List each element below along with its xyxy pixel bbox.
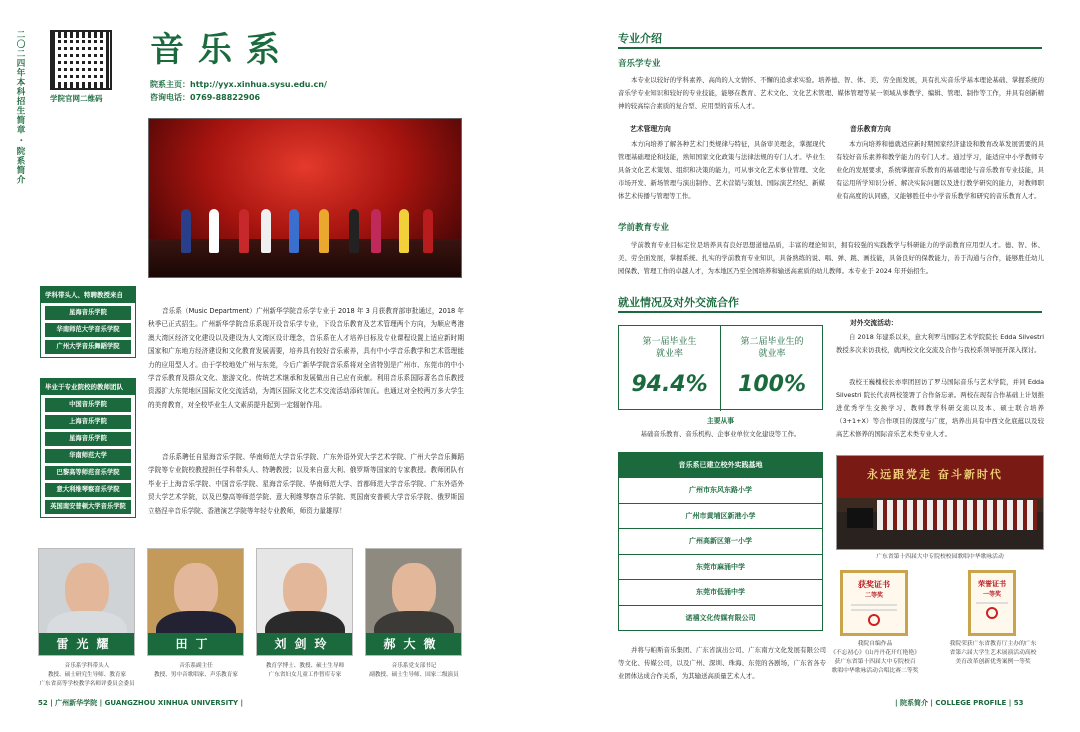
faculty-name: 田丁 xyxy=(148,633,243,655)
exchange-paragraph-1: 自 2018 年建系以来，意大利罗马国际艺术学院院长 Edda Silvestri 教授多次来访我校，就两校文化交流及合作与我校系领导展开深入探讨。 xyxy=(836,333,1044,354)
list-item: 意大利维琴察音乐学院 xyxy=(45,483,131,497)
lead-professors-header: 学科带头人、特聘教授来自 xyxy=(41,287,135,303)
spine-text: 二〇二四年本科招生简章 · 院系简介 xyxy=(15,30,25,185)
contact-info xyxy=(150,78,327,104)
faculty-name: 刘剑玲 xyxy=(257,633,352,655)
section-title-employment: 就业情况及对外交流合作 xyxy=(618,294,1042,313)
stage-performance-photo xyxy=(148,118,462,278)
exchange-title: 对外交流活动： xyxy=(850,319,898,327)
table-row: 诺禧文化传媒有限公司 xyxy=(619,605,822,631)
faculty-caption: 教育学博士、教授、硕士生导师 广东省妇女儿童工作智库专家 xyxy=(265,663,345,678)
cert-title: 荣誉证书 xyxy=(978,580,1006,588)
award-certificate-2 xyxy=(968,570,1016,636)
cert-text: 一等奖 xyxy=(982,590,1001,598)
practice-base-header: 音乐系已建立校外实践基地 xyxy=(619,453,822,477)
table-row: 东莞市麻涌中学 xyxy=(619,554,822,580)
faculty-name: 雷光耀 xyxy=(39,633,134,655)
major-text: 本专业以较好的学科素养、高尚的人文情怀、不懈的追求求实验。培养德、智、体、美、劳全面发展，具有扎实音乐学基本理论基础、掌握系统的音乐学专业知识和较好的专业技能，能够在教育、艺术文化、文化艺术管理、媒体管理等某一领域从事教学、编辑、管理、制作等工作，并具有创新精神的较高综合素质的复合型、应用型的音乐人才。 xyxy=(618,76,1044,110)
list-item: 广州大学音乐舞蹈学院 xyxy=(45,340,131,354)
stat-value: 94.4% xyxy=(631,372,708,397)
qr-caption: 学院官网二维码 xyxy=(50,94,103,103)
choir-photo xyxy=(836,455,1044,550)
faculty-caption: 音乐系学科带头人 教授、硕士研究生导师、教育家 广东省高等学校教学名师评委员会委员 xyxy=(39,663,135,687)
faculty-caption: 音乐系党支部书记 副教授、硕士生导师、国家二级演员 xyxy=(369,663,459,678)
table-row: 东莞市低涌中学 xyxy=(619,579,822,605)
stat-second-class xyxy=(721,326,823,411)
homepage-link[interactable]: 院系主页：http://yyx.xinhua.sysu.edu.cn/ xyxy=(150,80,327,89)
award-certificate-1 xyxy=(840,570,908,636)
section-title-majors: 专业介绍 xyxy=(618,30,1042,49)
list-item: 上海音乐学院 xyxy=(45,415,131,429)
list-item: 华南师范大学 xyxy=(45,449,131,463)
faculty-name: 郝大微 xyxy=(366,633,461,655)
major-title: 音乐学专业 xyxy=(618,59,661,69)
art-management-text: 本方向培养了解各种艺术门类规律与特征，具备审美理念，掌握现代管理基础理论和技能，熟知国家文化政策与法律法规的专门人才。毕业生具备文化艺术策划、组织和决策的能力，可从事文化艺术事业管理、文化市场开发、新场管理与演出制作、艺术营销与策划、国际演艺经纪、新媒体艺术传播与管理等工作。 xyxy=(618,140,825,200)
preschool-title: 学前教育专业 xyxy=(618,223,670,233)
faculty-photo-2 xyxy=(147,548,244,656)
lead-professors-box xyxy=(40,286,136,358)
stat-first-class xyxy=(619,326,721,411)
table-row: 广州市东风东路小学 xyxy=(619,477,822,503)
exchange-paragraph-2: 我校王巍槐校长亦率团回访了罗马国际音乐与艺术学院，并同 Edda Silvestri 院长代表两校签署了合作备忘录。两校在现有合作基础上计划推进优秀学生交换学习、教师教学科研交流以及本、硕士联合培养（3+1+X）等合作项目的深度与广度，培养出具有中西文化底蕴以及较高艺术修养的国际音乐艺术类专业人才。 xyxy=(836,378,1044,438)
teacher-team-box xyxy=(40,378,136,518)
cert-caption-2: 我院荣获广东省教育厅主办的广东 省第六届大学生艺术展演活动高校 美育改革创新优秀案例一等奖 xyxy=(949,641,1037,665)
intro-paragraph-2: 音乐系聘任自星海音乐学院、华南师范大学音乐学院、广东外语外贸大学艺术学院、广州大学音乐舞蹈学院等专业院校教授担任学科带头人、特聘教授；以及来自意大利、俄罗斯等国家的专家教授。教师团队有毕业于上海音乐学院、中国音乐学院、星海音乐学院、华南师范大学、首都师范大学音乐学院、广东外语外贸大学艺术学院，以及巴黎高等师范学院、意大利维琴察音乐学院、英国南安普顿大学音乐学院、俄罗斯国立格涅辛音乐学院、香港演艺学院等年轻专业教师，师资力量雄厚！ xyxy=(148,453,464,515)
intro-paragraph-1: 音乐系（Music Department）广州新华学院音乐学专业于 2018 年 3 月获教育部审批通过，2018 年秋季已正式招生。广州新华学院音乐系现开设音乐学专业，下设音乐教育及艺术管理两个方向，为顺应粤港澳大湾区经济文化建设以及建设为人文湾区设计理念，音乐系在人才培养目标及专业课程设置上适应新时期国家和广东地方经济建设和文化教育发展需要，培养具有较好音乐素养，具有中小学音乐教学和艺术管理能力的应用型人才。由于学校地处广州与东莞，今后广新华学院音乐系将对全省特别是广州市、东莞市的中小学音乐教育及群众文化、旅游文化、传统艺术继承和发展做出自己应有贡献。利用音乐系国际著名音乐教授资源扩大东莞地区国际文化交流活动，为湾区国际文化艺术交流活动添砖加瓦。也通过对全校两万多大学生的美育教育，对全校毕业生人文素质提升起到一定辐射作用。 xyxy=(148,307,464,409)
stat-value: 100% xyxy=(738,372,806,397)
cert-title: 获奖证书 xyxy=(858,580,890,589)
teacher-team-header: 毕业于专业院校的教师团队 xyxy=(41,379,135,395)
list-item: 巴黎高等师范音乐学院 xyxy=(45,466,131,480)
footer-right: | 院系简介 | COLLEGE PROFILE | 53 xyxy=(895,699,1024,707)
work-text: 基础音乐教育、音乐机构、企事业单位文化建设等工作。 xyxy=(640,430,801,438)
practice-base-table xyxy=(618,452,823,631)
cert-caption-1: 我院自编作品 《不忘初心》《山丹丹花开红艳艳》 获广东省第十四届大中专院校百 歌唱中华歌咏活动合唱比赛二等奖 xyxy=(830,641,920,674)
cooperation-text: 并将与帕斯音乐集团、广东省演出公司、广东南方文化发展有限公司等文化、传媒公司，以及广州、深圳、珠海、东莞的各剧场，广东省各专业团体达成合作关系，为其输送高质量艺术人才。 xyxy=(618,646,826,680)
faculty-photo-1 xyxy=(38,548,135,656)
stat-label: 第一届毕业生 就业率 xyxy=(642,337,697,359)
art-management-title: 艺术管理方向 xyxy=(630,125,671,133)
preschool-text: 学前教育专业目标定位是培养具有良好思想道德品质，丰富的理论知识，拥有较强的实践教学与科研能力的学前教育应用型人才。德、智、体、美、劳全面发展，掌握系统、扎实的学前教育专业知识，具备熟练的说、唱、弹、跳、画技能，具备良好的保教能力，善于沟通与合作，能够胜任幼儿园保教、管理工作的卓越人才，为本地区乃至全国培养和输送高素质的幼儿教师。本专业于 2024 年开始招生。 xyxy=(618,241,1044,275)
table-row: 广州高新区第一小学 xyxy=(619,528,822,554)
choir-caption: 广东省第十四届大中专院校校园歌唱中华歌咏活动 xyxy=(876,554,1004,560)
list-item: 华南师范大学音乐学院 xyxy=(45,323,131,337)
choir-banner: 永远跟党走 奋斗新时代 xyxy=(867,468,1003,481)
music-education-title: 音乐教育方向 xyxy=(850,125,891,133)
faculty-photo-3 xyxy=(256,548,353,656)
page-title: 音乐系 xyxy=(150,30,294,70)
music-education-text: 本方向培养和德就适应新时期国家经济建设和教育改革发展需要的具有较好音乐素养和教学能力的专门人才。通过学习，能适应中小学教师专业化的发展要求，系统掌握音乐教育的基础理论与音乐教育专业技能，具有运用所学知识分析、解决实际问题以及进行教学研究的能力，对教师职业有高度的认同感，又能够胜任中小学音乐教学和研究的音乐教育人才。 xyxy=(836,140,1044,200)
phone-text: 咨询电话：0769-88822906 xyxy=(150,93,261,102)
stat-label: 第二届毕业生的 就业率 xyxy=(740,337,804,359)
qr-code[interactable] xyxy=(50,30,112,90)
list-item: 星海音乐学院 xyxy=(45,432,131,446)
work-title: 主要从事 xyxy=(706,417,735,425)
employment-stats xyxy=(618,325,823,410)
faculty-caption: 音乐系副主任 教授、男中音歌唱家、声乐教育家 xyxy=(154,663,238,678)
faculty-photo-4 xyxy=(365,548,462,656)
cert-text: 二等奖 xyxy=(864,592,883,600)
footer-left: 52 | 广州新华学院 | GUANGZHOU XINHUA UNIVERSITY | xyxy=(38,699,244,707)
list-item: 中国音乐学院 xyxy=(45,398,131,412)
list-item: 星海音乐学院 xyxy=(45,306,131,320)
table-row: 广州市黄埔区新港小学 xyxy=(619,503,822,529)
list-item: 英国南安普顿大学音乐学院 xyxy=(45,500,131,514)
